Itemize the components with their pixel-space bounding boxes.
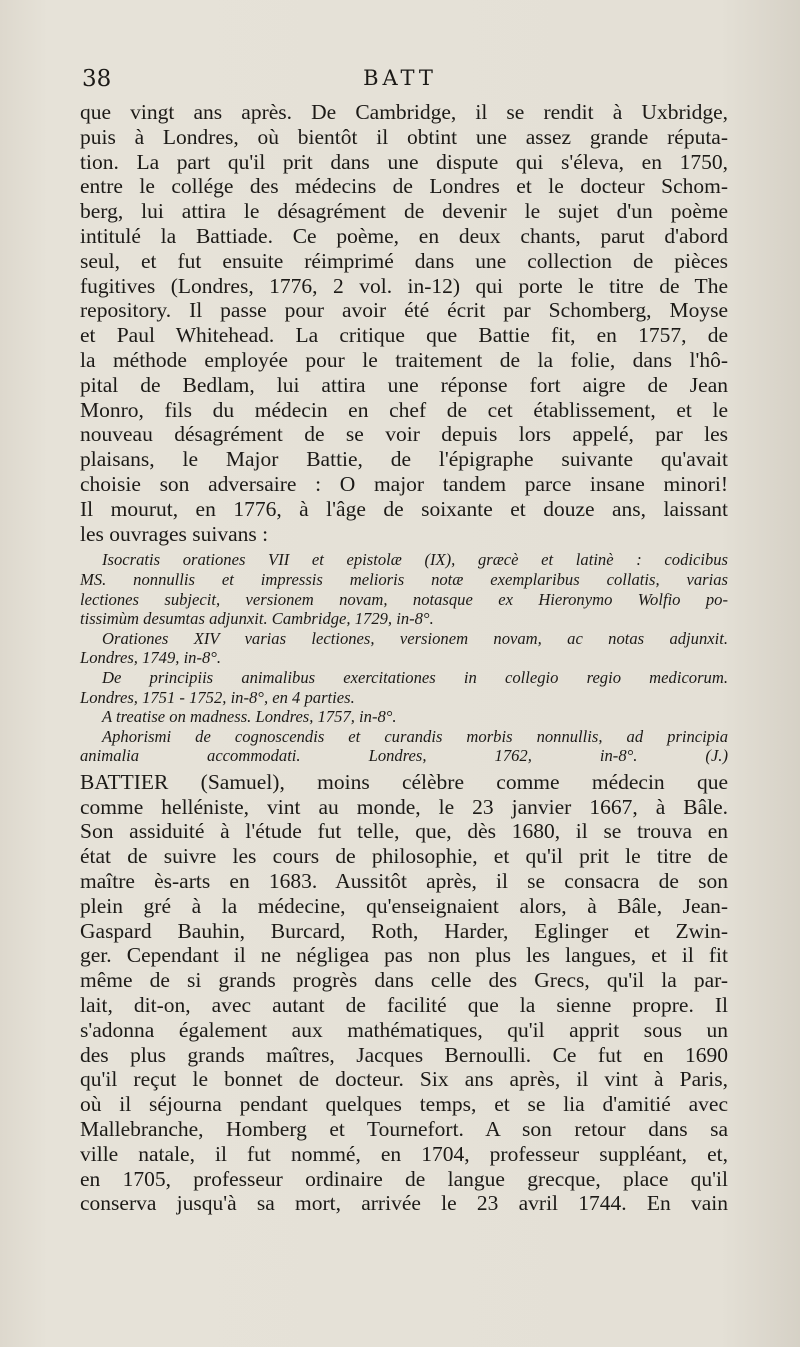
text-line: maître ès-arts en 1683. Aussitôt après, il se consacra de son: [80, 869, 728, 894]
page-number: 38: [82, 66, 112, 92]
bibliography-line: A treatise on madness. Londres, 1757, in-8°.: [102, 707, 397, 727]
text-line: BATTIER (Samuel), moins célèbre comme médecin que: [80, 769, 728, 794]
text-line: pital de Bedlam, lui attira une réponse fort aigre de Jean: [80, 372, 728, 397]
bibliography-line: Orationes XIV varias lectiones, versionem novam, ac notas adjunxit.: [102, 628, 728, 648]
text-line: Il mourut, en 1776, à l'âge de soixante et douze ans, laissant: [80, 496, 728, 521]
text-line: comme helléniste, vint au monde, le 23 janvier 1667, à Bâle.: [80, 794, 728, 819]
bibliography-list: [80, 550, 728, 766]
text-line: état de suivre les cours de philosophie, et qu'il prit le titre de: [80, 844, 728, 869]
text-line: plaisans, le Major Battie, de l'épigraphe suivante qu'avait: [80, 447, 728, 472]
text-line: Gaspard Bauhin, Burcard, Roth, Harder, Eglinger et Zwin-: [80, 918, 728, 943]
body-text: [80, 100, 728, 1216]
text-line: ger. Cependant il ne négligea pas non plus les langues, et il fit: [80, 943, 728, 968]
text-line: même de si grands progrès dans celle des Grecs, qu'il la par-: [80, 968, 728, 993]
text-line: des plus grands maîtres, Jacques Bernoulli. Ce fut en 1690: [80, 1042, 728, 1067]
text-line: lait, dit-on, avec autant de facilité que la sienne propre. Il: [80, 993, 728, 1018]
text-line: qu'il reçut le bonnet de docteur. Six ans après, il vint à Paris,: [80, 1067, 728, 1092]
bibliography-line: Londres, 1751 - 1752, in-8°, en 4 parties.: [80, 687, 355, 707]
text-line: conserva jusqu'à sa mort, arrivée le 23 avril 1744. En vain: [80, 1191, 728, 1216]
paragraph-battie: [80, 100, 728, 546]
bibliography-line: lectiones subjecit, versionem novam, notasque ex Hieronymo Wolfio po-: [80, 589, 728, 609]
text-line: que vingt ans après. De Cambridge, il se rendit à Uxbridge,: [80, 100, 728, 124]
text-line: fugitives (Londres, 1776, 2 vol. in-12) qui porte le titre de The: [80, 273, 728, 298]
page-header: [82, 66, 718, 98]
bibliography-line: Londres, 1749, in-8°.: [80, 648, 222, 668]
text-line: repository. Il passe pour avoir été écrit par Schomberg, Moyse: [80, 298, 728, 323]
text-line: les ouvrages suivans :: [80, 521, 269, 546]
text-line: choisie son adversaire : O major tandem parce insane minori!: [80, 471, 728, 496]
text-line: seul, et fut ensuite réimprimé dans une collection de pièces: [80, 248, 728, 273]
bibliography-line: Isocratis orationes VII et epistolæ (IX), græcè et latinè : codicibus: [102, 550, 728, 570]
text-line: tion. La part qu'il prit dans une dispute qui s'éleva, en 1750,: [80, 149, 728, 174]
text-line: Mallebranche, Homberg et Tournefort. A son retour dans sa: [80, 1117, 728, 1142]
bibliography-line: De principiis animalibus exercitationes in collegio regio medicorum.: [102, 667, 728, 687]
text-line: Monro, fils du médecin en chef de cet établissement, et le: [80, 397, 728, 422]
bibliography-line: tissimùm desumtas adjunxit. Cambridge, 1729, in-8°.: [80, 609, 434, 629]
text-line: la méthode employée pour le traitement de la folie, dans l'hô-: [80, 347, 728, 372]
text-line: berg, lui attira le désagrément de devenir le sujet d'un poème: [80, 199, 728, 224]
text-line: intitulé la Battiade. Ce poème, en deux chants, parut d'abord: [80, 223, 728, 248]
bibliography-line: animalia accommodati. Londres, 1762, in-8°. (J.): [80, 746, 728, 766]
text-line: en 1705, professeur ordinaire de langue grecque, place qu'il: [80, 1166, 728, 1191]
text-line: ville natale, il fut nommé, en 1704, professeur suppléant, et,: [80, 1141, 728, 1166]
text-line: Son assiduité à l'étude fut telle, que, dès 1680, il se trouva en: [80, 819, 728, 844]
text-line: où il séjourna pendant quelques temps, et se lia d'amitié avec: [80, 1092, 728, 1117]
paragraph-battier: [80, 770, 728, 1216]
bibliography-line: Aphorismi de cognoscendis et curandis morbis nonnullis, ad principia: [102, 726, 728, 746]
text-line: plein gré à la médecine, qu'enseignaient alors, à Bâle, Jean-: [80, 893, 728, 918]
bibliography-line: MS. nonnullis et impressis melioris notæ exemplaribus collatis, varias: [80, 569, 728, 589]
text-line: puis à Londres, où bientôt il obtint une assez grande réputa-: [80, 124, 728, 149]
text-line: nouveau désagrément de se voir depuis lors appelé, par les: [80, 422, 728, 447]
running-head: BATT: [363, 66, 437, 90]
text-line: et Paul Whitehead. La critique que Battie fit, en 1757, de: [80, 323, 728, 348]
text-line: s'adonna également aux mathématiques, qu'il apprit sous un: [80, 1017, 728, 1042]
text-line: entre le collége des médecins de Londres et le docteur Schom-: [80, 174, 728, 199]
